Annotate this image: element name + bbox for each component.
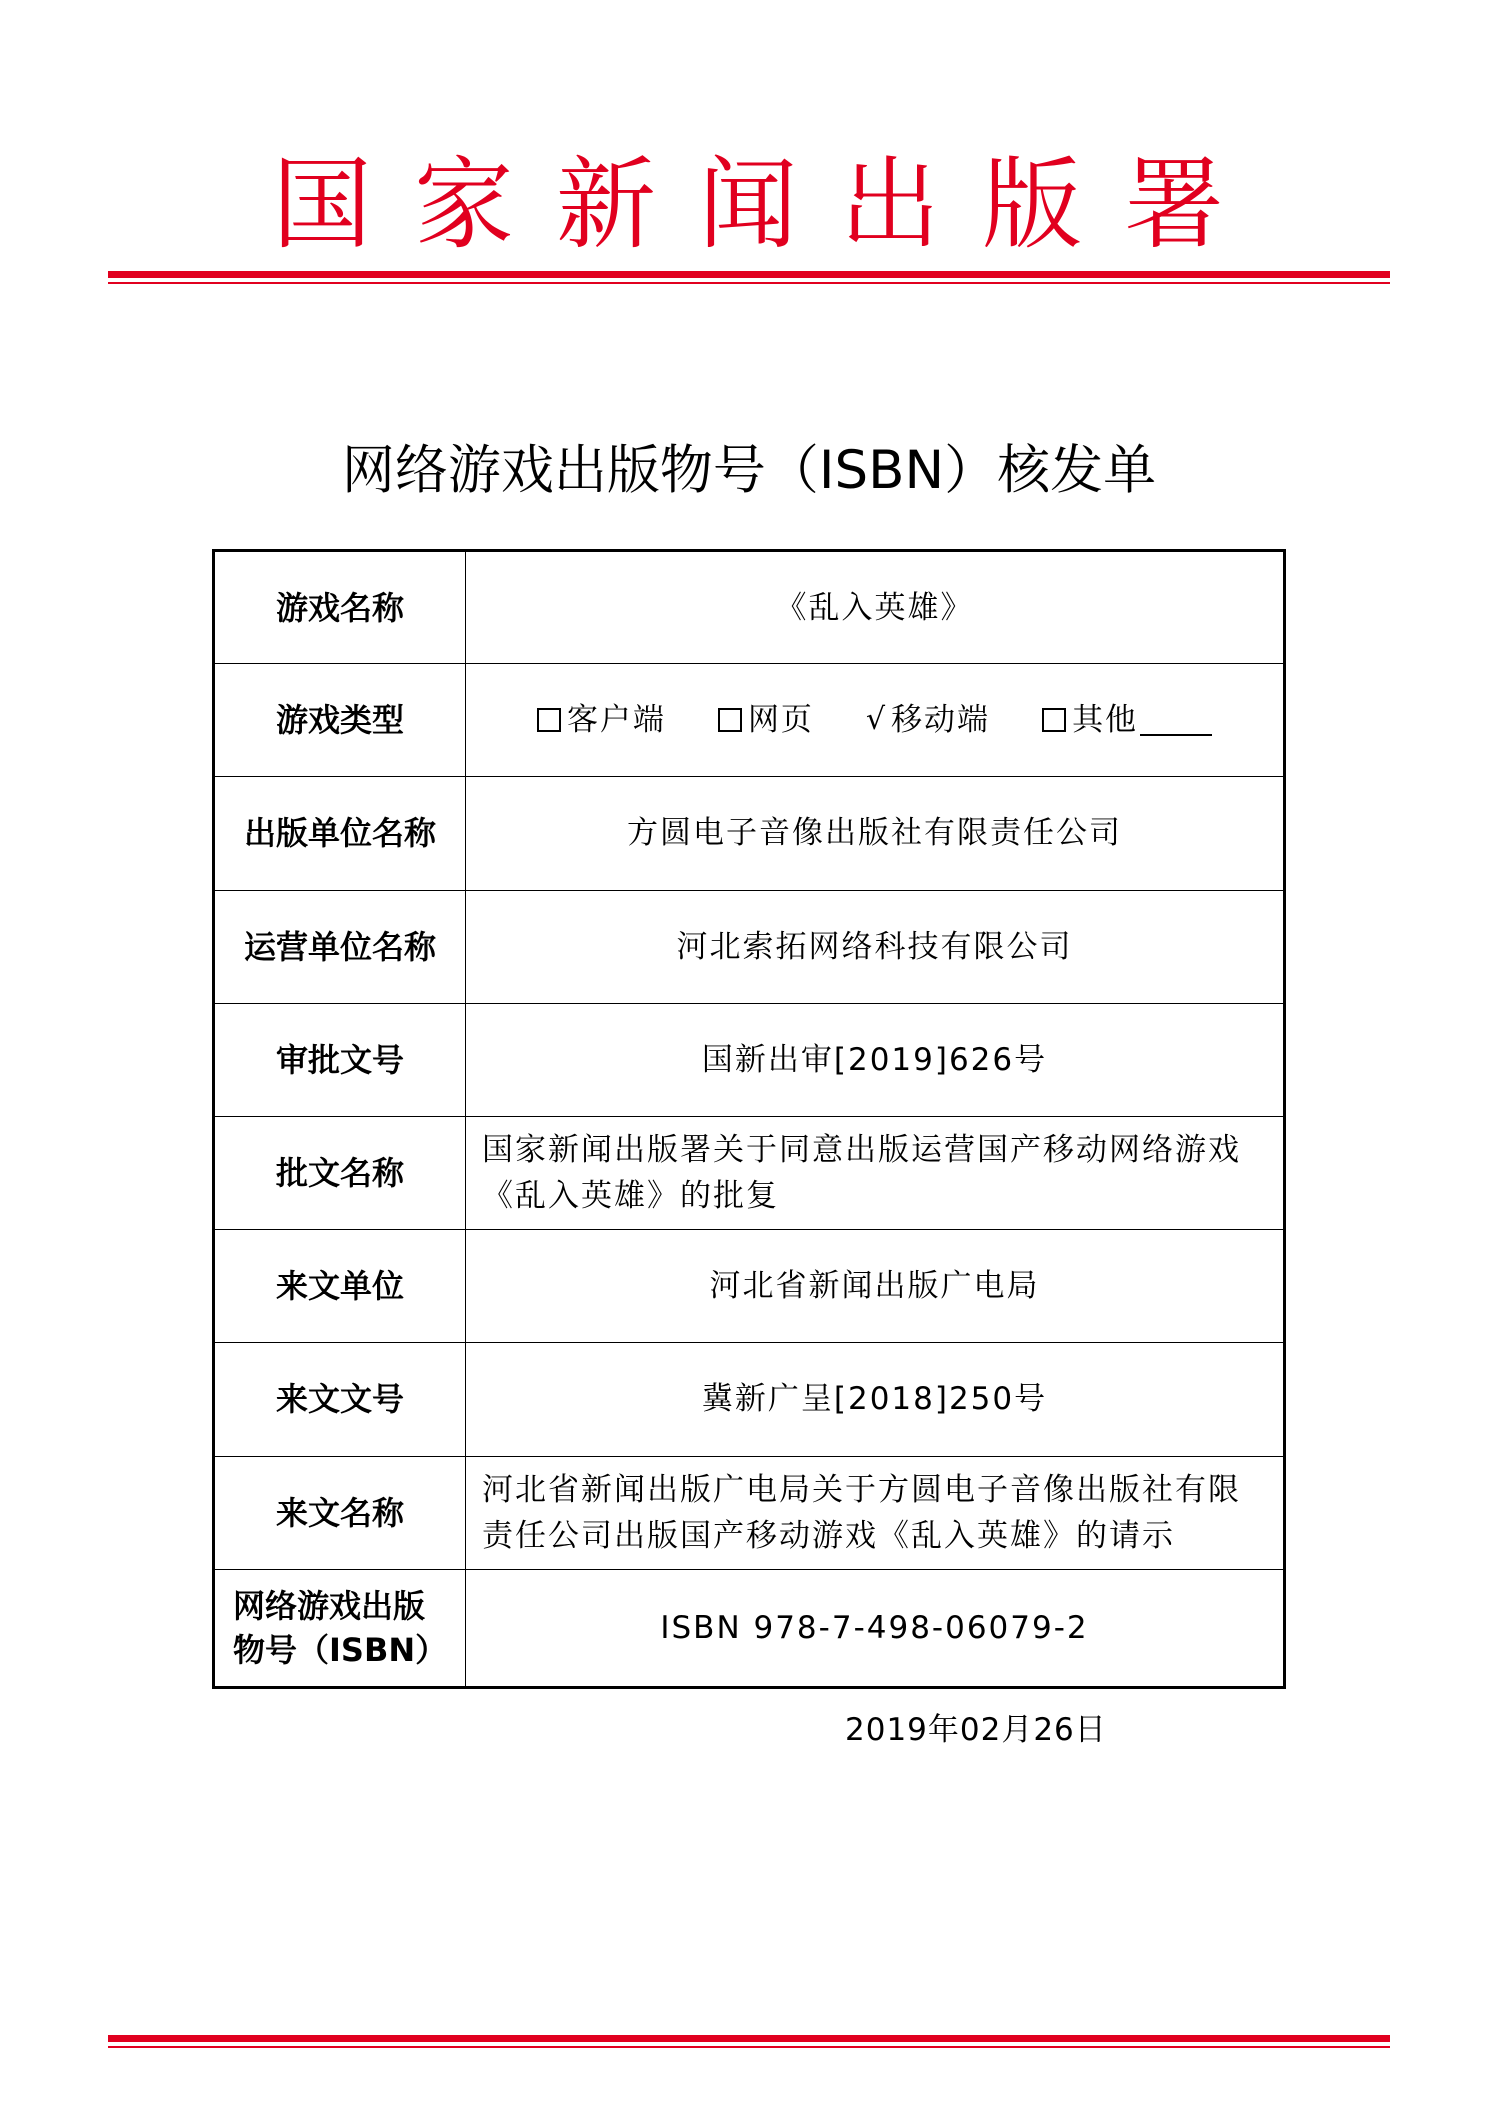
approval-no-label: 审批文号 <box>214 1003 466 1116</box>
source-no-value: 冀新广呈[2018]250号 <box>466 1343 1285 1456</box>
game-type-option-web <box>718 697 814 743</box>
game-type-option-client <box>537 697 666 743</box>
approval-title-value: 国家新闻出版署关于同意出版运营国产移动网络游戏《乱入英雄》的批复 <box>466 1116 1285 1229</box>
game-type-option-label: 移动端 <box>891 702 991 739</box>
game-name-label: 游戏名称 <box>214 551 466 664</box>
header-rule-thin <box>108 282 1390 284</box>
check-mark-icon: √ <box>865 702 888 738</box>
row-isbn <box>214 1569 1285 1687</box>
game-type-option-label: 网页 <box>747 702 814 739</box>
checkbox-unchecked-icon <box>537 708 561 732</box>
source-unit-label: 来文单位 <box>214 1230 466 1343</box>
game-type-option-other <box>1042 697 1212 743</box>
publisher-label: 出版单位名称 <box>214 777 466 890</box>
other-blank-line <box>1140 704 1212 736</box>
approval-title-label: 批文名称 <box>214 1116 466 1229</box>
publisher-value: 方圆电子音像出版社有限责任公司 <box>466 777 1285 890</box>
row-approval-title <box>214 1116 1285 1229</box>
source-title-value: 河北省新闻出版广电局关于方圆电子音像出版社有限责任公司出版国产移动游戏《乱入英雄》的请示 <box>466 1456 1285 1569</box>
game-name-value: 《乱入英雄》 <box>466 551 1285 664</box>
game-type-label: 游戏类型 <box>214 664 466 777</box>
document-title: 网络游戏出版物号（ISBN）核发单 <box>341 440 1157 501</box>
header-rule-thick <box>108 271 1390 278</box>
row-game-type <box>214 664 1285 777</box>
row-game-name <box>214 551 1285 664</box>
isbn-value: ISBN 978-7-498-06079-2 <box>466 1569 1285 1687</box>
row-source-no <box>214 1343 1285 1456</box>
row-source-title <box>214 1456 1285 1569</box>
game-type-option-mobile <box>866 697 990 743</box>
approval-no-value: 国新出审[2019]626号 <box>466 1003 1285 1116</box>
source-title-label: 来文名称 <box>214 1456 466 1569</box>
agency-header: 国家新闻出版署 <box>272 146 1266 263</box>
row-approval-no <box>214 1003 1285 1116</box>
game-type-option-label: 客户端 <box>566 702 666 739</box>
source-no-label: 来文文号 <box>214 1343 466 1456</box>
footer-rule-thin <box>108 2046 1390 2048</box>
issue-date: 2019年02月26日 <box>845 1712 1107 1748</box>
checkbox-unchecked-icon <box>718 708 742 732</box>
row-publisher <box>214 777 1285 890</box>
footer-rule-thick <box>108 2035 1390 2042</box>
game-type-option-label: 其他 <box>1072 702 1139 739</box>
game-type-options <box>466 664 1285 777</box>
operator-label: 运营单位名称 <box>214 890 466 1003</box>
approval-form-table <box>212 549 1286 1689</box>
checkbox-unchecked-icon <box>1042 708 1066 732</box>
source-unit-value: 河北省新闻出版广电局 <box>466 1230 1285 1343</box>
row-operator <box>214 890 1285 1003</box>
isbn-label: 网络游戏出版物号（ISBN） <box>214 1569 466 1687</box>
operator-value: 河北索拓网络科技有限公司 <box>466 890 1285 1003</box>
row-source-unit <box>214 1230 1285 1343</box>
